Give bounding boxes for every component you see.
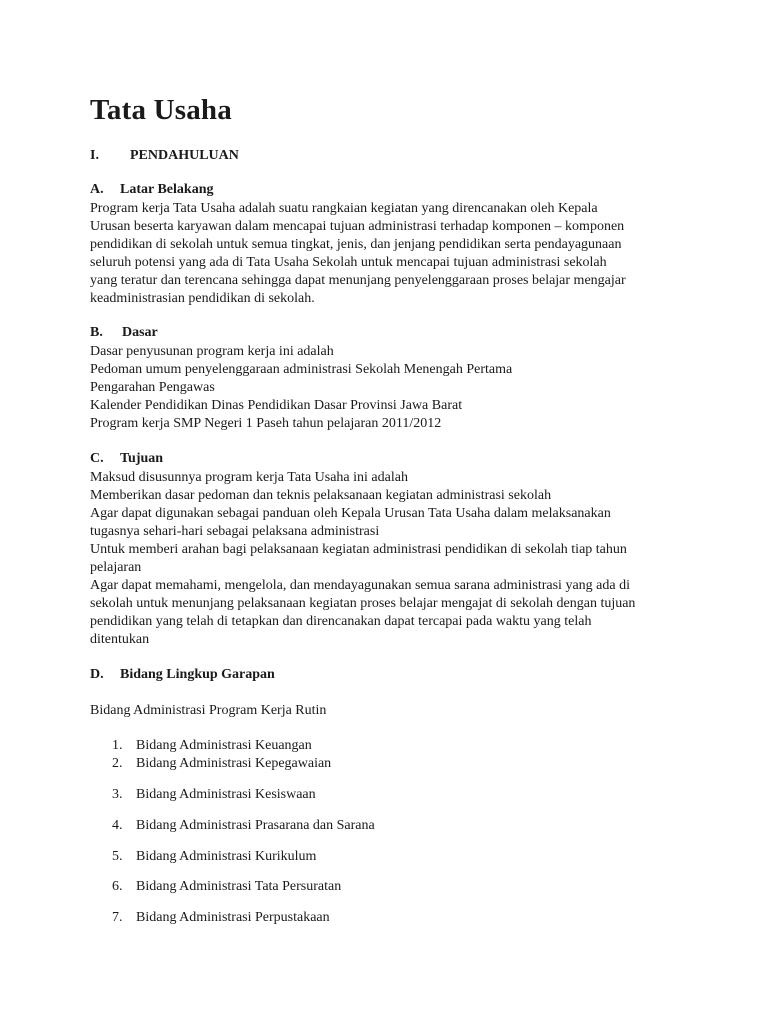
list-item: Bidang Administrasi Prasarana dan Sarana xyxy=(136,818,375,833)
section-b-letter: B. xyxy=(90,325,103,340)
section-a-letter: A. xyxy=(90,182,104,197)
list-number: 7. xyxy=(112,910,123,925)
list-item: Bidang Administrasi Tata Persuratan xyxy=(136,879,342,894)
list-line: Untuk memberi arahan bagi pelaksanaan kegiatan administrasi pendidikan di sekolah tiap tahun xyxy=(90,542,627,557)
list-number: 2. xyxy=(112,756,123,771)
paragraph-line: pendidikan di sekolah untuk semua tingkat, jenis, dan jenjang pendidikan serta pendayagunaan xyxy=(90,237,622,252)
list-item: Bidang Administrasi Kesiswaan xyxy=(136,787,316,802)
list-line: pelajaran xyxy=(90,560,142,575)
list-number: 1. xyxy=(112,738,123,753)
section-d-heading: Bidang Lingkup Garapan xyxy=(120,667,275,682)
section-i-heading: PENDAHULUAN xyxy=(130,148,239,163)
list-line: tugasnya sehari-hari sebagai pelaksana administrasi xyxy=(90,524,380,539)
page-title: Tata Usaha xyxy=(90,94,232,126)
list-line: Pedoman umum penyelenggaraan administrasi Sekolah Menengah Pertama xyxy=(90,362,513,377)
paragraph-line: yang teratur dan terencana sehingga dapat menunjang penyelenggaraan proses belajar mengajar xyxy=(90,273,626,288)
list-item: Bidang Administrasi Kepegawaian xyxy=(136,756,332,771)
section-i-number: I. xyxy=(90,148,99,163)
paragraph-line: seluruh potensi yang ada di Tata Usaha Sekolah untuk mencapai tujuan administrasi sekolah xyxy=(90,255,607,270)
list-line: Memberikan dasar pedoman dan teknis pelaksanaan kegiatan administrasi sekolah xyxy=(90,488,552,503)
paragraph-line: keadministrasian pendidikan di sekolah. xyxy=(90,291,315,306)
list-item: Bidang Administrasi Keuangan xyxy=(136,738,312,753)
list-item: Bidang Administrasi Perpustakaan xyxy=(136,910,330,925)
list-number: 5. xyxy=(112,849,123,864)
list-line: ditentukan xyxy=(90,632,150,647)
list-number: 3. xyxy=(112,787,123,802)
paragraph-line: Urusan beserta karyawan dalam mencapai tujuan administrasi terhadap komponen – komponen xyxy=(90,219,625,234)
list-line: Program kerja SMP Negeri 1 Paseh tahun pelajaran 2011/2012 xyxy=(90,416,442,431)
list-number: 6. xyxy=(112,879,123,894)
section-c-heading: Tujuan xyxy=(120,451,164,466)
section-c-letter: C. xyxy=(90,451,104,466)
section-a-heading: Latar Belakang xyxy=(120,182,214,197)
section-d-intro: Bidang Administrasi Program Kerja Rutin xyxy=(90,703,327,718)
list-line: Maksud disusunnya program kerja Tata Usaha ini adalah xyxy=(90,470,408,485)
list-item: Bidang Administrasi Kurikulum xyxy=(136,849,317,864)
section-b-heading: Dasar xyxy=(122,325,158,340)
section-d-letter: D. xyxy=(90,667,104,682)
list-line: Dasar penyusunan program kerja ini adalah xyxy=(90,344,334,359)
list-line: Pengarahan Pengawas xyxy=(90,380,215,395)
list-number: 4. xyxy=(112,818,123,833)
list-line: Agar dapat memahami, mengelola, dan mendayagunakan semua sarana administrasi yang ada di xyxy=(90,578,630,593)
list-line: pendidikan yang telah di tetapkan dan direncanakan dapat tercapai pada waktu yang telah xyxy=(90,614,592,629)
list-line: Agar dapat digunakan sebagai panduan oleh Kepala Urusan Tata Usaha dalam melaksanakan xyxy=(90,506,611,521)
list-line: Kalender Pendidikan Dinas Pendidikan Dasar Provinsi Jawa Barat xyxy=(90,398,463,413)
list-line: sekolah untuk menunjang pelaksanaan kegiatan proses belajar mengajat di sekolah dengan tujuan xyxy=(90,596,636,611)
paragraph-line: Program kerja Tata Usaha adalah suatu rangkaian kegiatan yang direncanakan oleh Kepala xyxy=(90,201,598,216)
